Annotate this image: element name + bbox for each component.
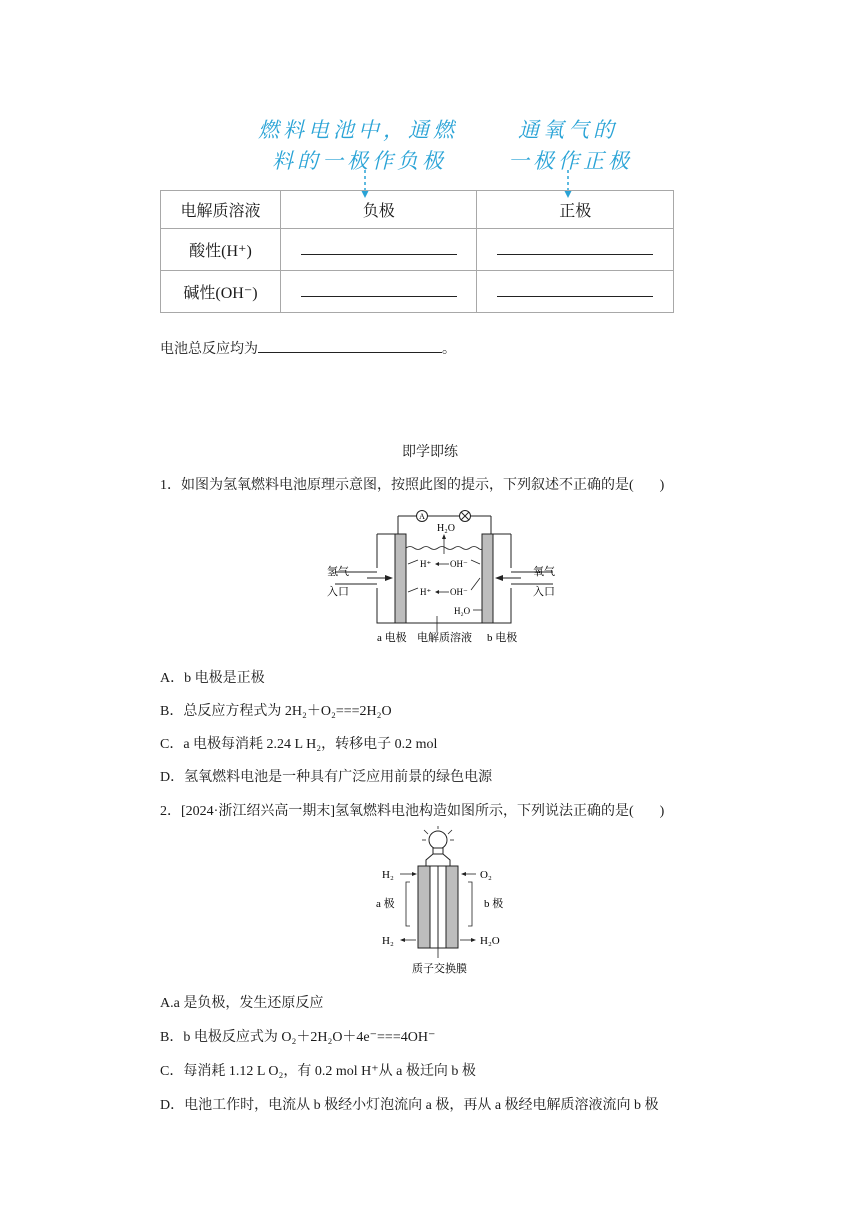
q1-option-d[interactable]: D．氢氧燃料电池是一种具有广泛应用前景的绿色电源 — [160, 770, 493, 785]
hydrogen-inlet-label: 入口 — [327, 586, 349, 598]
oh-label: OH⁻ — [450, 587, 468, 597]
row-label-alkaline: 碱性(OH⁻) — [161, 271, 281, 313]
q1-option-a[interactable]: A．b 电极是正极 — [160, 671, 265, 686]
annotation-left-line1: 燃料电池中，通燃 — [258, 118, 458, 142]
period: 。 — [442, 342, 456, 357]
oxygen-inlet-label: 入口 — [533, 586, 555, 598]
h2o-bottom-label: H₂O — [454, 606, 471, 616]
h-plus-label: H⁺ — [420, 587, 432, 597]
a-pole-label: a 极 — [376, 898, 395, 910]
bulb-icon — [429, 831, 447, 849]
h-plus-label: H⁺ — [420, 559, 432, 569]
electrode-b — [482, 534, 493, 623]
b-pole-label: b 极 — [484, 898, 504, 910]
annotation-right-line1: 通氧气的 — [518, 118, 618, 142]
q1-option-c[interactable]: C．a 电极每消耗 2.24 L H₂，转移电子 0.2 mol — [160, 737, 438, 752]
table-header-row — [161, 191, 674, 229]
row-label-acid: 酸性(H⁺) — [161, 229, 281, 271]
q1-option-b[interactable]: B．总反应方程式为 2H₂＋O₂===2H₂O — [160, 704, 392, 719]
q2-bracket-close: ) — [659, 804, 665, 819]
caption-electrolyte: 电解质溶液 — [417, 632, 472, 644]
annotation-right-line2: 一极作正极 — [508, 149, 633, 173]
answer-blank[interactable] — [281, 271, 477, 313]
h2o-top-label: H₂O — [437, 523, 455, 534]
answer-blank[interactable] — [477, 271, 674, 313]
q2-option-a[interactable]: A.a 是负极，发生还原反应 — [160, 996, 324, 1011]
electrode-b — [446, 866, 458, 948]
electrode-table — [160, 190, 674, 313]
oxygen-label: 氧气 — [533, 566, 555, 578]
h2-out-label: H₂ — [382, 935, 394, 947]
o2-in-label: O₂ — [480, 869, 492, 881]
total-reaction-text: 电池总反应均为 — [160, 342, 258, 357]
answer-blank[interactable] — [281, 229, 477, 271]
q1-stem-text: 1．如图为氢氧燃料电池原理示意图，按照此图的提示，下列叙述不正确的是( — [160, 478, 634, 493]
table-row — [161, 229, 674, 271]
ammeter-label: A — [419, 512, 425, 521]
electrode-a — [395, 534, 406, 623]
q1-fuel-cell-diagram — [325, 506, 565, 648]
q2-stem-text: 2．[2024·浙江绍兴高一期末]氢氧燃料电池构造如图所示，下列说法正确的是( — [160, 804, 634, 819]
q2-option-b[interactable]: B．b 电极反应式为 O₂＋2H₂O＋4e⁻===4OH⁻ — [160, 1030, 436, 1045]
h2-in-label: H₂ — [382, 869, 394, 881]
practice-title: 即学即练 — [402, 445, 458, 460]
q2-option-c[interactable]: C．每消耗 1.12 L O₂，有 0.2 mol H⁺从 a 极迁向 b 极 — [160, 1064, 476, 1079]
annotation-left-line2: 料的一极作负极 — [272, 149, 447, 173]
q2-option-d[interactable]: D．电池工作时，电流从 b 极经小灯泡流向 a 极，再从 a 极经电解质溶液流向 b 极 — [160, 1098, 659, 1113]
oh-label: OH⁻ — [450, 559, 468, 569]
answer-blank[interactable] — [258, 338, 442, 353]
caption-b-electrode: b 电极 — [487, 632, 518, 644]
q1-stem — [160, 474, 664, 494]
answer-blank[interactable] — [477, 229, 674, 271]
table-header-cell: 负极 — [281, 191, 477, 229]
caption-a-electrode: a 电极 — [377, 632, 407, 644]
h2o-out-label: H₂O — [480, 935, 500, 947]
table-row — [161, 271, 674, 313]
total-reaction-line — [160, 338, 456, 358]
hydrogen-label: 氢气 — [327, 566, 349, 578]
electrode-a — [418, 866, 430, 948]
q1-bracket-close: ) — [659, 478, 665, 493]
q2-fuel-cell-diagram — [372, 826, 520, 978]
membrane-label: 质子交换膜 — [412, 963, 467, 975]
table-header-cell: 正极 — [477, 191, 674, 229]
q2-stem — [160, 800, 664, 820]
table-header-cell: 电解质溶液 — [161, 191, 281, 229]
